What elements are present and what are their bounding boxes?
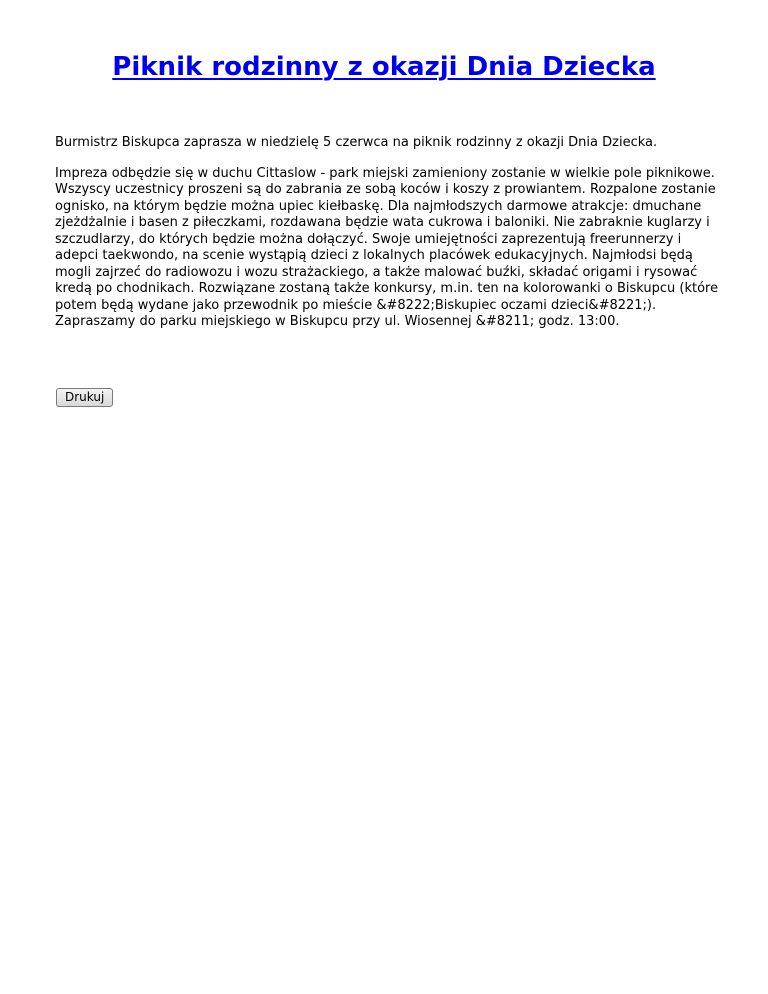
- print-button[interactable]: Drukuj: [56, 388, 113, 407]
- title-container: [0, 52, 768, 82]
- article-content: [55, 135, 720, 345]
- article-intro: Burmistrz Biskupca zaprasza w niedzielę 5 czerwca na piknik rodzinny z okazji Dnia Dziecka.: [55, 135, 658, 150]
- article-body: Impreza odbędzie się w duchu Cittaslow - park miejski zamieniony zostanie w wielkie pole piknikowe. Wszyscy uczestnicy proszeni są do zabrania ze sobą koców i koszy z prowiantem. Rozpalone zostanie ognisko, na którym będzie można upiec kiełbaskę. Dla najmłodszych darmowe atrakcje: dmuchane zjeżdżalnie i basen z piłeczkami, rozdawana będzie wata cukrowa i baloniki. Nie zabraknie kuglarzy i szczudlarzy, do których będzie można dołączyć. Swoje umiejętności zaprezentują freerunnerzy i adepci taekwondo, na scenie wystąpią dzieci z lokalnych placówek edukacyjnych. Najmłodsi będą mogli zajrzeć do radiowozu i wozu strażackiego, a także malować buźki, składać origami i rysować kredą po chodnikach. Rozwiązane zostaną także konkursy, m.in. ten na kolorowanki o Biskupcu (które potem będą wydane jako przewodnik po mieście &#8222;Biskupiec oczami dzieci&#8221;). Zapraszamy do parku miejskiego w Biskupcu przy ul. Wiosennej &#8211; godz. 13:00.: [55, 165, 719, 329]
- article-title-link[interactable]: Piknik rodzinny z okazji Dnia Dziecka: [112, 52, 656, 82]
